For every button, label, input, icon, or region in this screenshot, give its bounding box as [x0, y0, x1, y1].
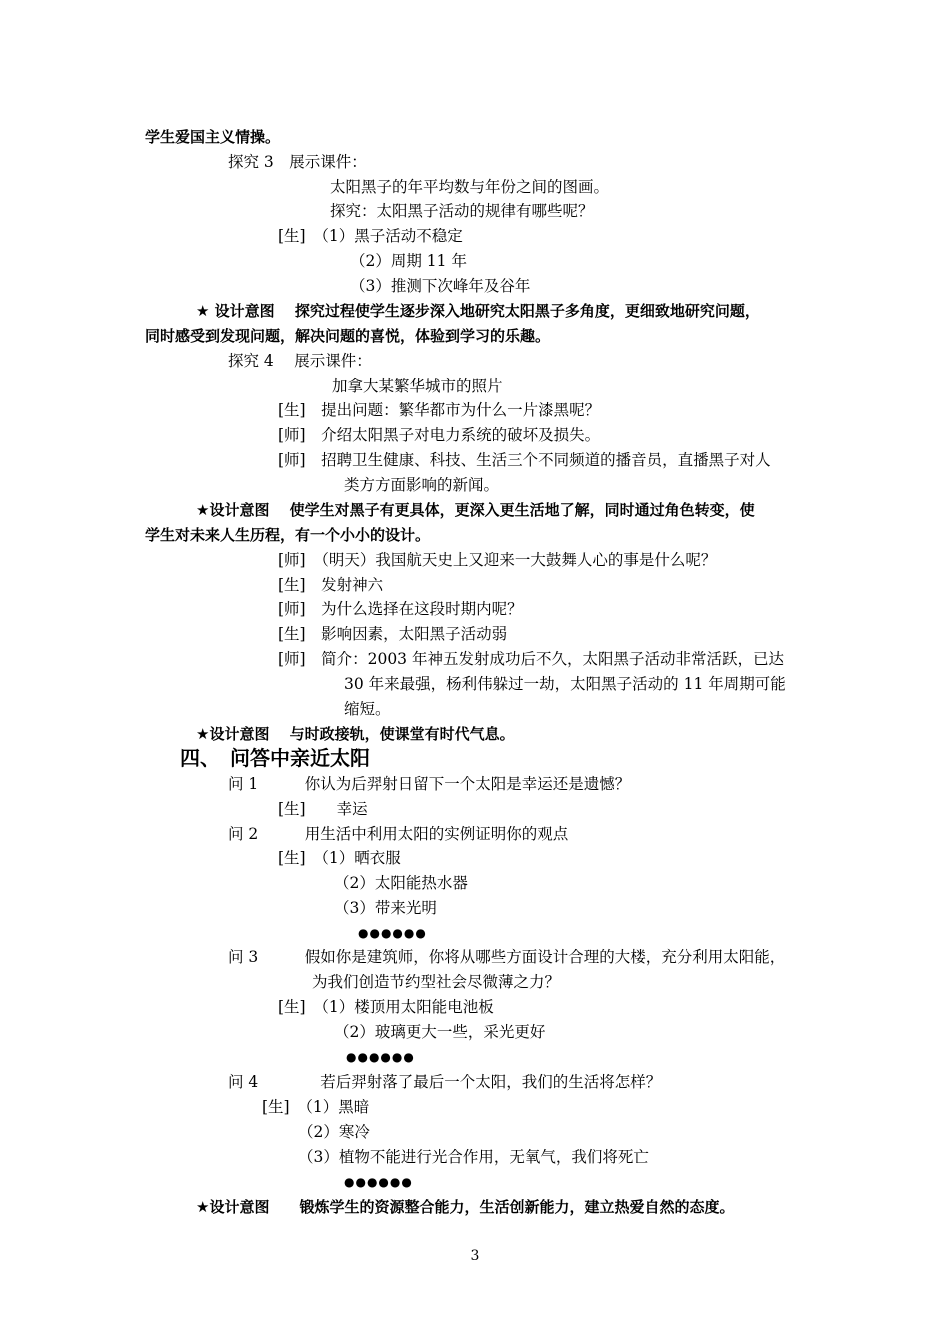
text-line: [师] 招聘卫生健康、科技、生活三个不同频道的播音员，直播黑子对人 [278, 451, 771, 469]
text-line: （3）推测下次峰年及谷年 [350, 277, 531, 295]
text-line: [生] 提出问题：繁华都市为什么一片漆黑呢？ [278, 401, 601, 419]
text-line: [师] 介绍太阳黑子对电力系统的破坏及损失。 [278, 426, 601, 444]
text-line: [师] 为什么选择在这段时期内呢？ [278, 600, 523, 618]
text-line: 问 2 用生活中利用太阳的实例证明你的观点 [228, 825, 569, 843]
text-line: 问 4 若后羿射落了最后一个太阳，我们的生活将怎样？ [228, 1073, 662, 1091]
ellipsis-dots: ●●●●●● [358, 926, 427, 940]
text-line: [生] 发射神六 [278, 576, 384, 594]
section-heading: 四、 问答中亲近太阳 [180, 746, 370, 770]
text-line: ★设计意图 锻炼学生的资源整合能力，生活创新能力，建立热爱自然的态度。 [196, 1198, 735, 1216]
text-line: 为我们创造节约型社会尽微薄之力？ [312, 973, 561, 991]
text-line: 30 年来最强，杨利伟躲过一劫，太阳黑子活动的 11 年周期可能 [344, 675, 786, 693]
text-line: [生] 幸运 [278, 800, 368, 818]
text-line: 探究 4 展示课件： [228, 352, 372, 370]
text-line: 缩短。 [344, 700, 391, 718]
text-line: 类方方面影响的新闻。 [344, 476, 500, 494]
text-line: [生] （1）黑暗 [262, 1098, 370, 1116]
ellipsis-dots: ●●●●●● [344, 1175, 413, 1189]
text-line: （3）植物不能进行光合作用，无氧气，我们将死亡 [298, 1148, 649, 1166]
text-line: [生] （1）黑子活动不稳定 [278, 227, 463, 245]
text-line: （2）寒冷 [298, 1123, 370, 1141]
text-line: （2）玻璃更大一些，采光更好 [334, 1023, 546, 1041]
text-line: [生] （1）楼顶用太阳能电池板 [278, 998, 494, 1016]
text-line: 探究 3 展示课件： [228, 153, 367, 171]
text-line: （2）太阳能热水器 [334, 874, 468, 892]
text-line: 加拿大某繁华城市的照片 [332, 377, 503, 395]
text-line: ★设计意图 使学生对黑子有更具体，更深入更生活地了解，同时通过角色转变，使 [196, 501, 755, 519]
text-line: （3）带来光明 [334, 899, 437, 917]
page-number: 3 [470, 1248, 480, 1264]
text-line: ★设计意图 与时政接轨，使课堂有时代气息。 [196, 725, 515, 743]
text-line: 同时感受到发现问题，解决问题的喜悦，体验到学习的乐趣。 [145, 327, 551, 345]
text-line: ★ 设计意图 探究过程使学生逐步深入地研究太阳黑子多角度，更细致地研究问题， [196, 302, 760, 320]
text-line: [师] （明天）我国航天史上又迎来一大鼓舞人心的事是什么呢？ [278, 551, 717, 569]
text-line: [师] 简介：2003 年神五发射成功后不久，太阳黑子活动非常活跃，已达 [278, 650, 784, 668]
text-line: （2）周期 11 年 [350, 252, 467, 270]
text-line: [生] 影响因素，太阳黑子活动弱 [278, 625, 508, 643]
text-line: [生] （1）晒衣服 [278, 849, 401, 867]
text-line: 问 1 你认为后羿射日留下一个太阳是幸运还是遗憾？ [228, 775, 631, 793]
text-line: 探究：太阳黑子活动的规律有哪些呢？ [330, 202, 594, 220]
text-line: 学生爱国主义情操。 [145, 128, 281, 146]
text-line: 太阳黑子的年平均数与年份之间的图画。 [330, 178, 610, 196]
text-line: 问 3 假如你是建筑师，你将从哪些方面设计合理的大楼，充分利用太阳能， [228, 948, 786, 966]
ellipsis-dots: ●●●●●● [346, 1050, 415, 1064]
text-line: 学生对未来人生历程，有一个小小的设计。 [145, 526, 431, 544]
